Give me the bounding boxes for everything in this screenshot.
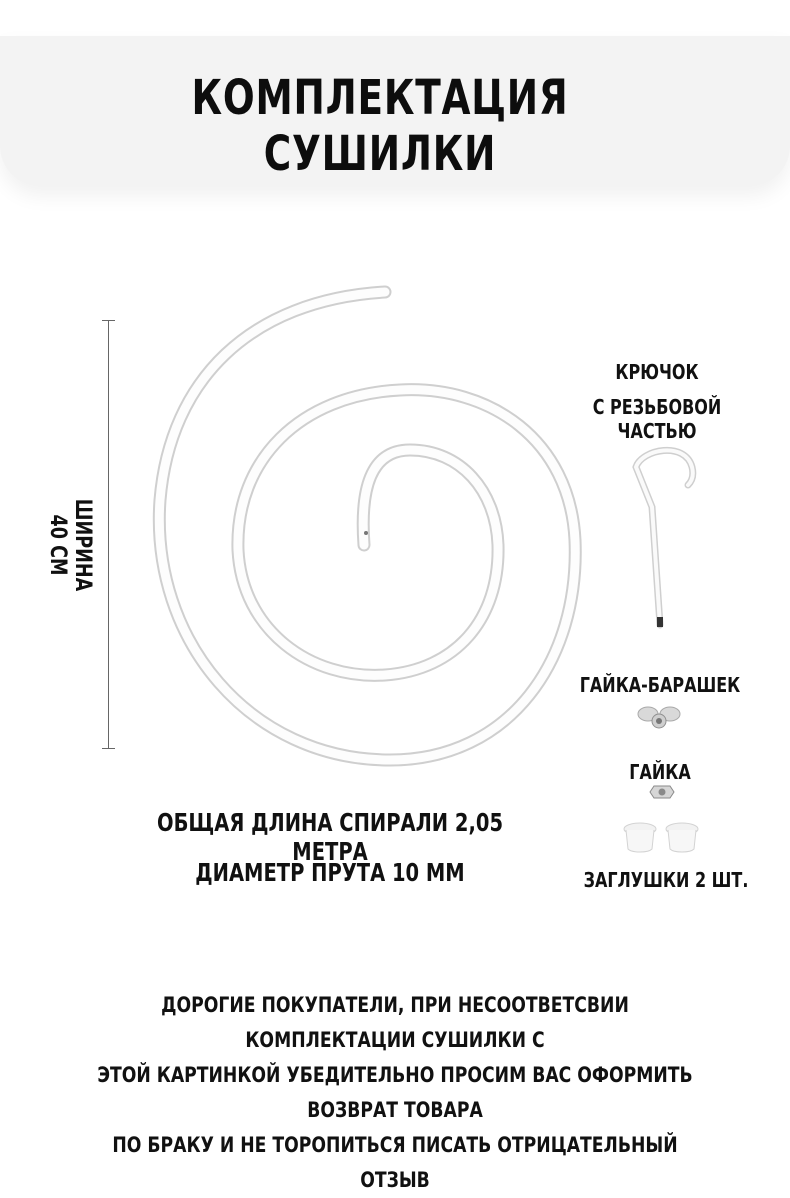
wing-nut-image (636, 704, 682, 730)
customer-notice (88, 988, 703, 1198)
hook-label-line2: С РЕЗЬБОВОЙ ЧАСТЬЮ (592, 395, 722, 443)
spiral-length-text: ОБЩАЯ ДЛИНА СПИРАЛИ 2,05 МЕТРА (156, 808, 504, 866)
notice-line-3: ПО БРАКУ И НЕ ТОРОПИТЬСЯ ПИСАТЬ ОТРИЦАТЕЛЬНЫЙ ОТЗЫВ (112, 1133, 678, 1192)
hook-label-line1: КРЮЧОК (615, 360, 699, 384)
page-title: КОМПЛЕКТАЦИЯ СУШИЛКИ (191, 70, 569, 182)
notice-line-1: ДОРОГИЕ ПОКУПАТЕЛИ, ПРИ НЕСООТВЕТСВИИ КОМПЛЕКТАЦИИ СУШИЛКИ С (161, 993, 629, 1052)
nut-image (650, 783, 674, 801)
end-cap-image (622, 822, 702, 854)
width-label: ШИРИНА 40 СМ (45, 498, 95, 592)
hook-image (630, 445, 710, 635)
notice-line-2: ЭТОЙ КАРТИНКОЙ УБЕДИТЕЛЬНО ПРОСИМ ВАС ОФОРМИТЬ ВОЗВРАТ ТОВАРА (97, 1063, 693, 1122)
rod-diameter-text: ДИАМЕТР ПРУТА 10 ММ (195, 858, 465, 887)
wing-nut-label: ГАЙКА-БАРАШЕК (579, 673, 741, 697)
caps-label: ЗАГЛУШКИ 2 ШТ. (583, 868, 749, 892)
nut-label: ГАЙКА (629, 760, 691, 784)
